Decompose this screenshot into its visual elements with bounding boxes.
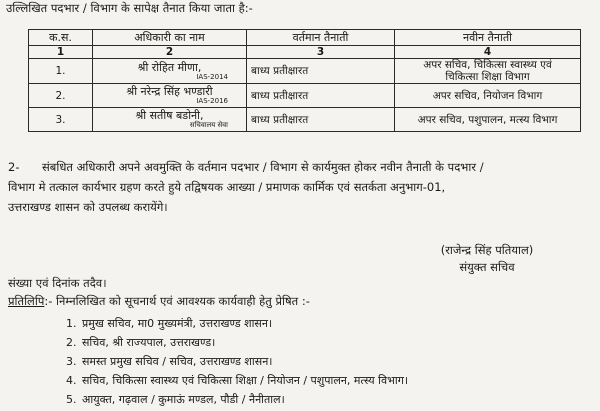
paragraph-2 [8, 157, 593, 217]
new-posting [395, 108, 581, 132]
list-item [66, 335, 408, 354]
column-number: 3 [247, 46, 395, 59]
officer-name: श्री सतीष बडोनी, [135, 109, 204, 122]
officer-name: श्री रोहित मीणा, [137, 60, 202, 74]
list-text: आयुक्त, गढ़वाल / कुमाऊं मण्डल, पौडी / नैनीताल। [82, 393, 285, 406]
copy-to-label: प्रतिलिपि [8, 294, 45, 308]
header-current-posting: वर्तमान तैनाती [247, 30, 395, 46]
officer-cadre: IAS-2016 [196, 97, 228, 105]
list-number: 1. [66, 317, 77, 330]
list-number: 4. [66, 374, 77, 387]
paragraph-number: 2- [8, 160, 20, 174]
paragraph-line: उत्तराखण्ड शासन को उपलब्ध करायेंगे। [8, 200, 168, 214]
list-text: प्रमुख सचिव, मा0 मुख्यमंत्री, उत्तराखण्ड शासन। [82, 317, 273, 330]
new-posting-line: चिकित्सा शिक्षा विभाग [445, 71, 530, 83]
table-row [29, 108, 581, 132]
new-posting [395, 84, 581, 108]
officer-cell [93, 108, 247, 132]
intro-line: उल्लिखित पदभार / विभाग के सापेक्ष तैनात किया जाता है:- [6, 1, 253, 15]
reference-line: संख्या एवं दिनांक तदैव। [8, 276, 107, 290]
list-item [66, 392, 408, 411]
column-number-row [29, 46, 581, 59]
current-posting: बाध्य प्रतीक्षारत [247, 59, 395, 84]
current-posting: बाध्य प्रतीक्षारत [247, 108, 395, 132]
table-header-row [29, 30, 581, 46]
table-row [29, 84, 581, 108]
serial-number: 2. [29, 84, 93, 108]
column-number: 4 [395, 46, 581, 59]
serial-number: 3. [29, 108, 93, 132]
paragraph-line [8, 157, 593, 177]
copy-list [66, 316, 408, 411]
list-text: समस्त प्रमुख सचिव / सचिव, उत्तराखण्ड शासन। [82, 355, 273, 368]
header-officer-name: अधिकारी का नाम [93, 30, 247, 46]
copy-to-text: :- निम्नलिखित को सूचनार्थ एवं आवश्यक कार्यवाही हेतु प्रेषित :- [44, 294, 310, 308]
table-row [29, 59, 581, 84]
officer-cadre: सचिवालय सेवा [189, 121, 228, 129]
header-serial: क.स. [29, 30, 93, 46]
list-item [66, 373, 408, 392]
new-posting-line: अपर सचिव, चिकित्सा स्वास्थ्य एवं [423, 59, 552, 71]
signature-block [412, 242, 562, 276]
list-number: 2. [66, 336, 77, 349]
list-number: 5. [66, 393, 77, 406]
header-new-posting: नवीन तैनाती [395, 30, 581, 46]
officer-name: श्री नरेन्द्र सिंह भण्डारी [126, 85, 213, 98]
list-text: सचिव, चिकित्सा स्वास्थ्य एवं चिकित्सा शिक्षा / नियोजन / पशुपालन, मत्स्य विभाग। [82, 374, 409, 387]
list-text: सचिव, श्री राज्यपाल, उत्तराखण्ड। [82, 336, 216, 349]
column-number: 2 [93, 46, 247, 59]
posting-table [28, 29, 581, 132]
paragraph-line: विभाग मे तत्काल कार्यभार ग्रहण करते हुये तद्विषयक आख्या / प्रमाणक कार्मिक एवं सतर्कता अनुभाग-01, [8, 180, 446, 194]
officer-cell [93, 84, 247, 108]
officer-cadre: IAS-2014 [196, 72, 228, 81]
serial-number: 1. [29, 59, 93, 84]
paragraph-text: संबधित अधिकारी अपने अवमुक्ति के वर्तमान पदभार / विभाग से कार्यमुक्त होकर नवीन तैनाती के पदभार / [42, 160, 484, 174]
column-number: 1 [29, 46, 93, 59]
list-number: 3. [66, 355, 77, 368]
officer-cell [93, 59, 247, 84]
current-posting: बाध्य प्रतीक्षारत [247, 84, 395, 108]
signatory-name: (राजेन्द्र सिंह पतियाल) [440, 243, 534, 257]
list-item [66, 316, 408, 335]
new-posting-line: अपर सचिव, नियोजन विभाग [432, 89, 543, 102]
signatory-designation: संयुक्त सचिव [459, 260, 515, 274]
new-posting-line: अपर सचिव, पशुपालन, मत्स्य विभाग [417, 113, 558, 126]
new-posting [395, 59, 581, 84]
copy-to-heading [8, 294, 310, 309]
list-item [66, 354, 408, 373]
